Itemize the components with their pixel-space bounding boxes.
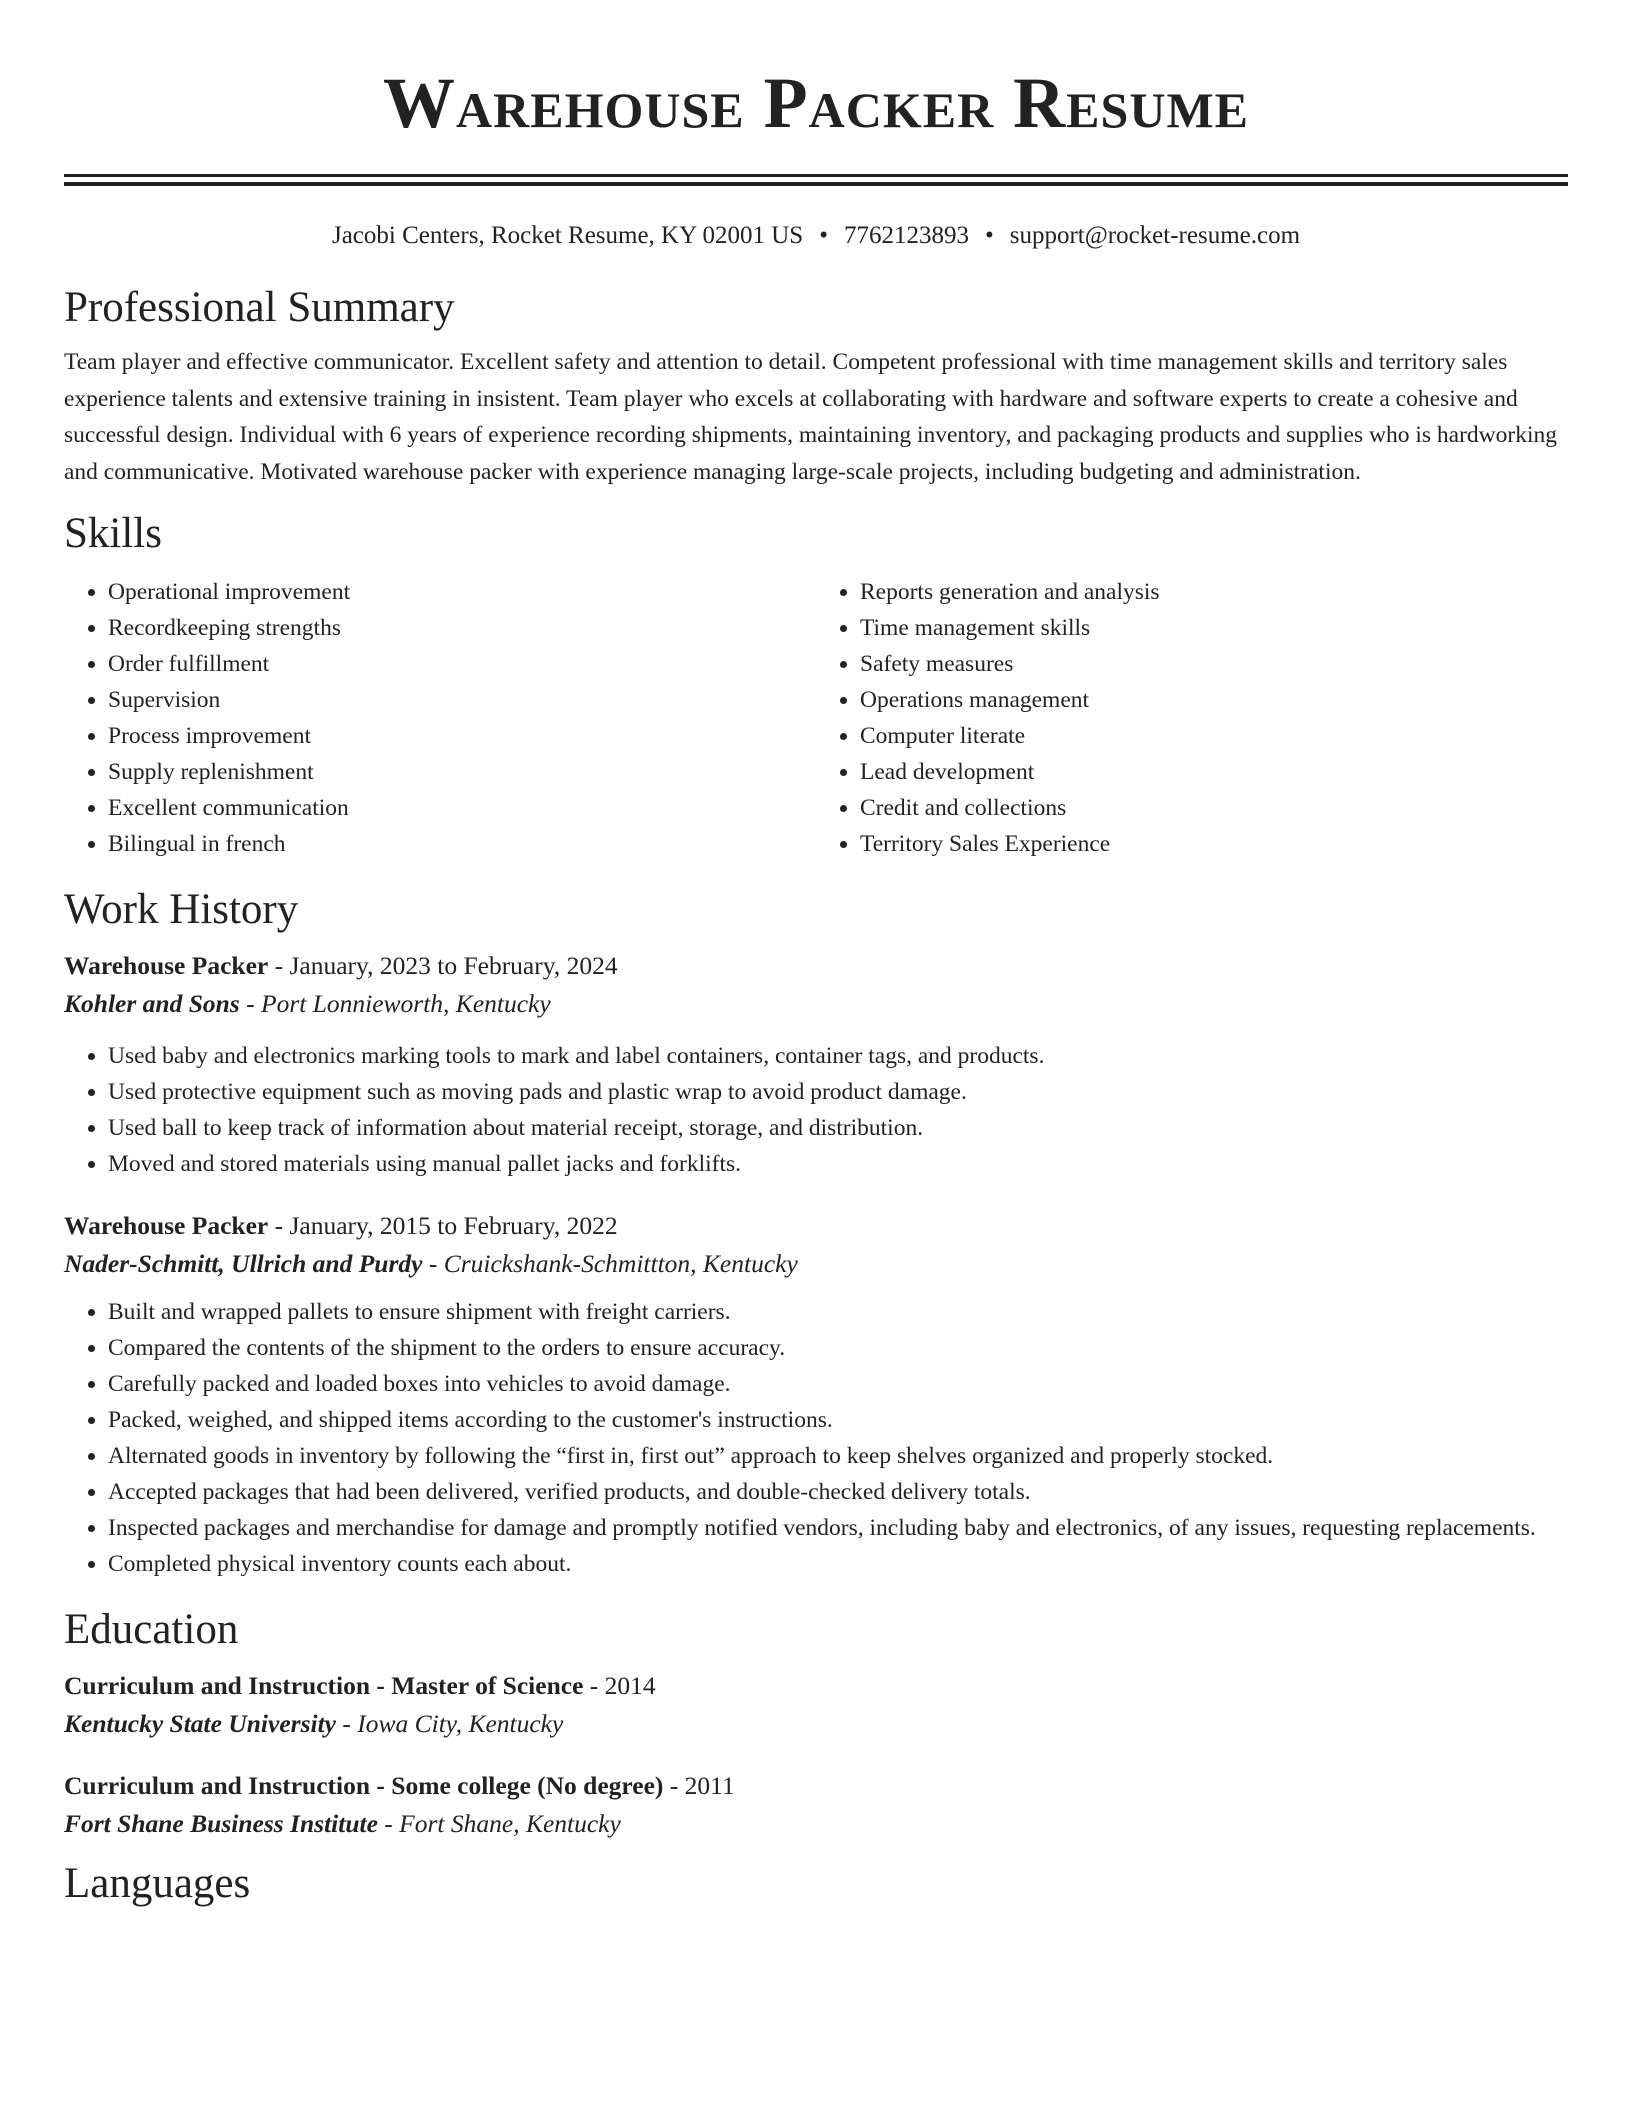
job-duty: • Inspected packages and merchandise for damage and promptly notified vendors, including baby and electronics, of any issues, requesting replacements. bbox=[108, 1510, 1568, 1546]
school-location: - Iowa City, Kentucky bbox=[335, 1709, 564, 1738]
skill-item: • Supply replenishment bbox=[108, 754, 816, 790]
job-duty: • Used ball to keep track of information about material receipt, storage, and distribution. bbox=[108, 1110, 1568, 1146]
skill-item: • Computer literate bbox=[860, 718, 1568, 754]
skill-item: • Operational improvement bbox=[108, 574, 816, 610]
skill-item: • Time management skills bbox=[860, 610, 1568, 646]
skill-item: • Operations management bbox=[860, 682, 1568, 718]
education-entry bbox=[64, 1668, 1568, 1744]
job-company-line bbox=[64, 984, 1568, 1024]
job-dates: - January, 2023 to February, 2024 bbox=[268, 951, 618, 980]
contact-separator: • bbox=[984, 222, 994, 249]
contact-address: Jacobi Centers, Rocket Resume, KY 02001 US bbox=[331, 222, 804, 249]
job-entry bbox=[64, 948, 1568, 1182]
job-duty: • Accepted packages that had been delivered, verified products, and double-checked delivery totals. bbox=[108, 1474, 1568, 1510]
job-location: - Cruickshank-Schmittton, Kentucky bbox=[422, 1249, 798, 1278]
degree: Curriculum and Instruction - Some college (No degree) bbox=[64, 1771, 664, 1800]
job-company: Nader-Schmitt, Ullrich and Purdy bbox=[64, 1249, 423, 1278]
contact-phone: 7762123893 bbox=[843, 222, 969, 249]
job-duty: • Built and wrapped pallets to ensure shipment with freight carriers. bbox=[108, 1294, 1568, 1330]
skill-item: • Territory Sales Experience bbox=[860, 826, 1568, 862]
degree-year: - 2011 bbox=[663, 1771, 735, 1800]
school-name: Fort Shane Business Institute bbox=[64, 1809, 378, 1838]
skill-item: • Process improvement bbox=[108, 718, 816, 754]
school-line bbox=[64, 1704, 1568, 1744]
skills-column-right bbox=[816, 574, 1568, 862]
summary-heading: Professional Summary bbox=[64, 284, 455, 331]
job-title: Warehouse Packer bbox=[64, 1211, 269, 1240]
languages-heading: Languages bbox=[64, 1860, 251, 1907]
job-duty: • Used baby and electronics marking tools to mark and label containers, container tags, and products. bbox=[108, 1038, 1568, 1074]
job-title-line bbox=[64, 948, 1568, 984]
skills-heading: Skills bbox=[64, 510, 162, 557]
job-duty: • Alternated goods in inventory by following the “first in, first out” approach to keep shelves organized and properly stocked. bbox=[108, 1438, 1568, 1474]
job-company-line bbox=[64, 1244, 1568, 1284]
skills-list bbox=[64, 574, 1568, 862]
degree-year: - 2014 bbox=[583, 1671, 656, 1700]
skills-column-left bbox=[64, 574, 816, 862]
job-duty: • Moved and stored materials using manual pallet jacks and forklifts. bbox=[108, 1146, 1568, 1182]
school-line bbox=[64, 1804, 1568, 1844]
job-duty: • Compared the contents of the shipment to the orders to ensure accuracy. bbox=[108, 1330, 1568, 1366]
job-dates: - January, 2015 to February, 2022 bbox=[268, 1211, 618, 1240]
job-duty: • Packed, weighed, and shipped items according to the customer's instructions. bbox=[108, 1402, 1568, 1438]
job-duties bbox=[64, 1038, 1568, 1182]
skill-item: • Excellent communication bbox=[108, 790, 816, 826]
skill-item: • Credit and collections bbox=[860, 790, 1568, 826]
contact-email: support@rocket-resume.com bbox=[1009, 222, 1301, 249]
job-duty: • Carefully packed and loaded boxes into vehicles to avoid damage. bbox=[108, 1366, 1568, 1402]
job-title: Warehouse Packer bbox=[64, 951, 269, 980]
degree: Curriculum and Instruction - Master of Science bbox=[64, 1671, 584, 1700]
education-heading: Education bbox=[64, 1606, 239, 1653]
job-title-line bbox=[64, 1208, 1568, 1244]
job-company: Kohler and Sons bbox=[64, 989, 240, 1018]
skill-item: • Safety measures bbox=[860, 646, 1568, 682]
job-location: - Port Lonnieworth, Kentucky bbox=[239, 989, 551, 1018]
job-entry bbox=[64, 1208, 1568, 1582]
degree-line bbox=[64, 1768, 1568, 1804]
resume-title: Warehouse Packer Resume bbox=[383, 63, 1249, 143]
skill-item: • Recordkeeping strengths bbox=[108, 610, 816, 646]
contact-separator: • bbox=[819, 222, 828, 249]
skill-item: • Bilingual in french bbox=[108, 826, 816, 862]
contact-line bbox=[64, 220, 1568, 252]
school-name: Kentucky State University bbox=[64, 1709, 336, 1738]
degree-line bbox=[64, 1668, 1568, 1704]
skill-item: • Supervision bbox=[108, 682, 816, 718]
job-duty: • Used protective equipment such as moving pads and plastic wrap to avoid product damage. bbox=[108, 1074, 1568, 1110]
work-heading: Work History bbox=[64, 886, 299, 933]
job-duties bbox=[64, 1294, 1568, 1582]
skill-item: • Lead development bbox=[860, 754, 1568, 790]
summary-text: Team player and effective communicator. Excellent safety and attention to detail. Competent professional with time management skills and territory sales experience talents and extensive training in insistent. Team player who excels at collaborating with hardware and software experts to create a cohesive and successful design. Individual with 6 years of experience recording shipments, maintaining inventory, and packaging products and supplies who is hardworking and communicative. Motivated warehouse packer with experience managing large-scale projects, including budgeting and administration. bbox=[64, 349, 1557, 485]
school-location: - Fort Shane, Kentucky bbox=[377, 1809, 621, 1838]
skill-item: • Order fulfillment bbox=[108, 646, 816, 682]
title-divider bbox=[64, 174, 1568, 186]
education-entry bbox=[64, 1768, 1568, 1844]
skill-item: • Reports generation and analysis bbox=[860, 574, 1568, 610]
job-duty: • Completed physical inventory counts each about. bbox=[108, 1546, 1568, 1582]
